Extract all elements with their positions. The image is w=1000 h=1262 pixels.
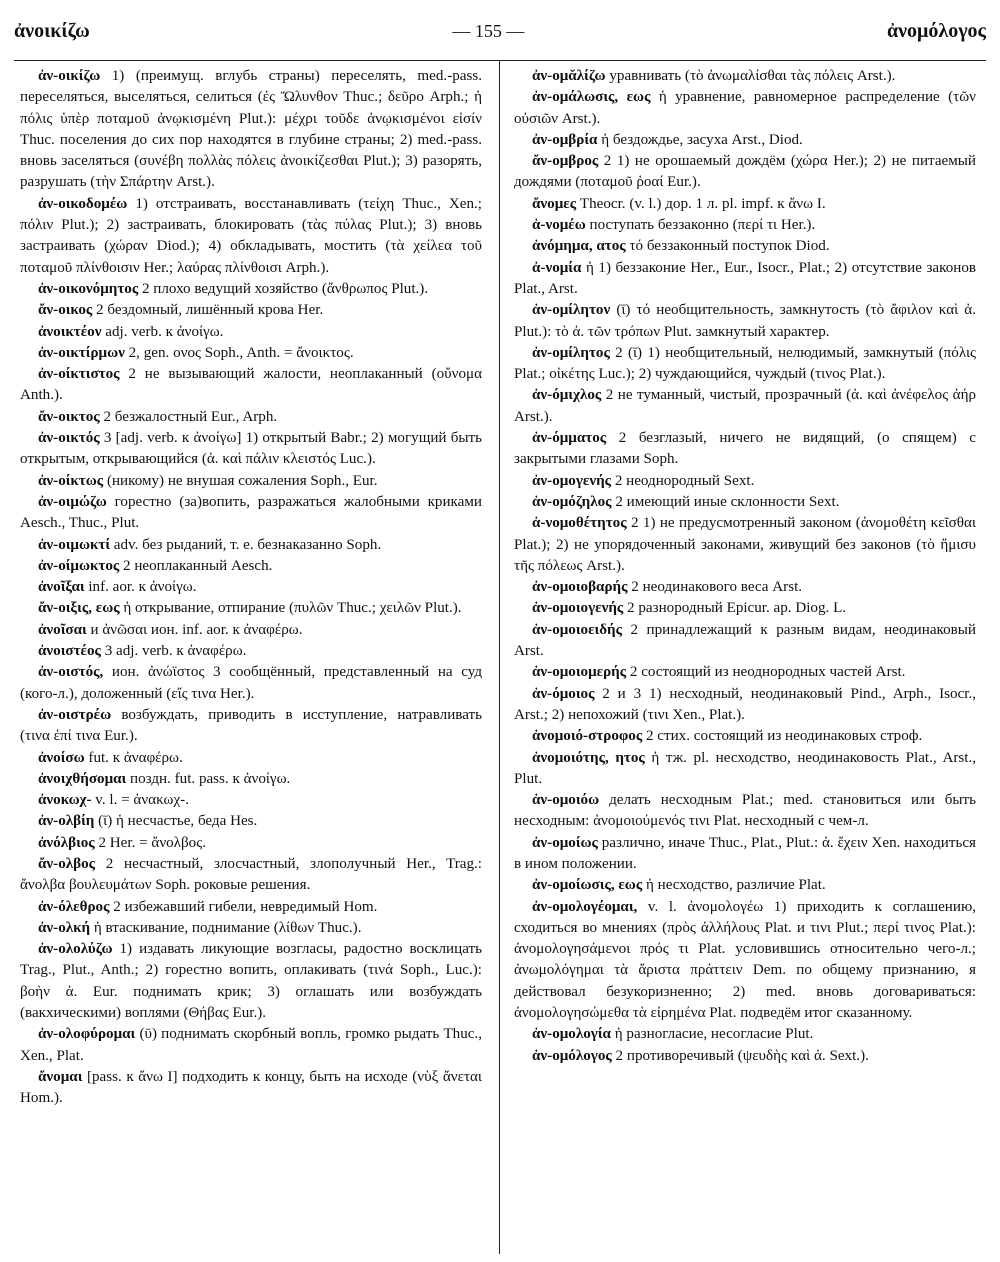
entry-headword: ἀνομοιό-στροφος bbox=[532, 728, 643, 745]
entry-headword: ἀν-ομόζηλος bbox=[532, 493, 612, 510]
dictionary-entry bbox=[514, 726, 976, 747]
entry-definition: 2 плохо ведущий хозяйство (ἄνθρωπος Plut.). bbox=[138, 280, 429, 297]
entry-headword: ἀν-οικοδομέω bbox=[38, 195, 128, 212]
dictionary-entry bbox=[20, 279, 482, 300]
entry-definition: [pass. к ἄνω I] подходить к концу, быть на исходе (νὺξ ἄνεται Hom.). bbox=[20, 1068, 482, 1107]
entry-headword: ἀν-ολοφύρομαι bbox=[38, 1026, 136, 1043]
dictionary-entry bbox=[20, 492, 482, 535]
entry-headword: ἀνοικτέον bbox=[38, 323, 102, 340]
entry-headword: ἀν-ομόλογος bbox=[532, 1047, 612, 1064]
entry-definition: различно, иначе Thuc., Plat., Plut.: ἀ. ἔχειν Xen. находиться в ином положении. bbox=[514, 834, 976, 872]
entry-headword: ἀνοῖξαι bbox=[38, 579, 85, 596]
dictionary-entry bbox=[514, 385, 976, 428]
entry-definition: 2 несчастный, злосчастный, злополучный Her., Trag.: ἄνολβα βουλευμάτων Soph. роковые решения. bbox=[20, 855, 482, 894]
dictionary-entry bbox=[20, 407, 482, 428]
entry-definition: горестно (за)вопить, разражаться жалобными криками Aesch., Thuc., Plut. bbox=[20, 493, 482, 532]
dictionary-entry bbox=[514, 236, 976, 257]
dictionary-entry bbox=[20, 620, 482, 641]
entry-definition: делать несходным Plat.; med. становиться или быть несходным: ἀνομοιούμενός τινι Plat. несходный с чем-л. bbox=[514, 792, 976, 830]
entry-headword: ἄνομαι bbox=[38, 1068, 83, 1085]
entry-headword: ἀν-ομάλωσις, εως bbox=[532, 89, 651, 106]
entry-definition: 2 имеющий иные склонности Sext. bbox=[611, 493, 840, 510]
entry-definition: 3 [adj. verb. к ἀνοίγω] 1) открытый Babr.; 2) могущий быть открытым, открывающийся (ἀ. καὶ πάλιν κλειστός Luc.). bbox=[20, 430, 482, 468]
entry-headword: ἀν-ομοίωσις, εως bbox=[532, 877, 643, 894]
entry-headword: ἀν-ομοιογενής bbox=[532, 600, 624, 617]
entry-headword: ἀν-οιμωκτί bbox=[38, 536, 111, 553]
dictionary-entry bbox=[20, 300, 482, 321]
entry-headword: ἀν-ομοιοβαρής bbox=[532, 579, 628, 596]
dictionary-entry bbox=[514, 343, 976, 386]
entry-definition: 2 бездомный, лишённый крова Her. bbox=[92, 302, 324, 319]
entry-headword: ἀν-ομογενής bbox=[532, 472, 612, 489]
entry-headword: ἀνοῖσαι bbox=[38, 621, 87, 638]
entry-definition: 2 1) не орошаемый дождём (χώρα Her.); 2) не питаемый дождями (ποταμοῦ ῥοαί Eur.). bbox=[514, 153, 976, 191]
dictionary-entry bbox=[514, 215, 976, 236]
entry-headword: ἀν-οίκτιστος bbox=[38, 366, 120, 383]
entry-definition: ἡ втаскивание, поднимание (λίθων Thuc.). bbox=[90, 919, 362, 936]
dictionary-entry bbox=[514, 492, 976, 513]
dictionary-entry bbox=[514, 598, 976, 619]
entry-definition: ἡ уравнение, равномерное распределение (τῶν οὐσιῶν Arst.). bbox=[514, 89, 976, 127]
entry-headword: ἀν-όμιχλος bbox=[532, 387, 602, 404]
entry-definition: поздн. fut. pass. к ἀνοίγω. bbox=[126, 770, 291, 787]
entry-definition: ἡ бездождье, засуха Arst., Diod. bbox=[597, 131, 803, 148]
entry-headword: ἀν-όλεθρος bbox=[38, 898, 110, 915]
entry-definition: (ῑ) τό необщительность, замкнутость (τὸ ἄφιλον καὶ ἀ. Plut.): τὸ ἀ. τῶν τρόπων Plut. замкнутый характер. bbox=[514, 302, 976, 340]
dictionary-entry bbox=[20, 428, 482, 471]
entry-definition: 2 не туманный, чистый, прозрачный (ἀ. καὶ ἀνέφελος ἀήρ Arst.). bbox=[514, 387, 976, 425]
dictionary-entry bbox=[514, 1024, 976, 1045]
dictionary-entry bbox=[514, 577, 976, 598]
dictionary-entry bbox=[514, 151, 976, 194]
dictionary-entry bbox=[514, 428, 976, 471]
entry-definition: ἡ 1) беззаконие Her., Eur., Isocr., Plat.; 2) отсутствие законов Plat., Arst. bbox=[514, 259, 976, 297]
entry-definition: 2 1) не предусмотренный законом (ἀνομοθέτη κεῖσθαι Plat.); 2) не упорядоченный законами, живущий без законов (τὸ ἥμισυ τῆς πόλεως Arst.). bbox=[514, 515, 976, 574]
entry-definition: adj. verb. к ἀνοίγω. bbox=[101, 323, 224, 340]
dictionary-entry bbox=[514, 130, 976, 151]
entry-definition: уравнивать (τὸ ἀνωμαλίσθαι τὰς πόλεις Arst.). bbox=[605, 68, 896, 84]
entry-definition: ἡ несходство, различие Plat. bbox=[642, 877, 826, 894]
right-guide-word: ἀνομόλογος bbox=[886, 19, 986, 42]
entry-headword: ἀν-ομοιοειδής bbox=[532, 621, 622, 638]
entry-definition: (ῑ) ἡ несчастье, беда Hes. bbox=[94, 813, 258, 830]
entry-definition: 2 состоящий из неоднородных частей Arst. bbox=[626, 664, 906, 681]
entry-definition: (ῡ) поднимать скорбный вопль, громко рыдать Thuc., Xen., Plat. bbox=[20, 1026, 482, 1064]
entry-headword: ἄν-οικος bbox=[38, 302, 93, 319]
entry-definition: fut. к ἀναφέρω. bbox=[84, 749, 183, 766]
dictionary-entry bbox=[20, 748, 482, 769]
dictionary-entry bbox=[20, 662, 482, 705]
entry-headword: ἀν-ομοιομερής bbox=[532, 664, 627, 681]
entry-headword: ἀν-όμοιος bbox=[532, 685, 595, 702]
entry-headword: ἀν-οίμωκτος bbox=[38, 557, 120, 574]
right-column bbox=[514, 66, 976, 1067]
dictionary-entry bbox=[514, 1046, 976, 1067]
dictionary-entry bbox=[20, 343, 482, 364]
entry-headword: ἀν-ομίλητον bbox=[532, 302, 611, 319]
dictionary-entry bbox=[20, 769, 482, 790]
dictionary-entry bbox=[514, 513, 976, 577]
dictionary-entry bbox=[514, 662, 976, 683]
entry-definition: 2 Her. = ἄνολβος. bbox=[94, 834, 206, 851]
entry-headword: ἀνόμημα, ατος bbox=[532, 238, 626, 255]
entry-definition: поступать беззаконно (περί τι Her.). bbox=[585, 217, 816, 234]
dictionary-entry bbox=[514, 66, 976, 87]
dictionary-entry bbox=[20, 471, 482, 492]
header-rule bbox=[14, 60, 986, 61]
entry-headword: ἀν-ομᾰλίζω bbox=[532, 68, 606, 84]
entry-headword: ἀ-νομέω bbox=[532, 217, 586, 234]
entry-definition: ион. ἀνώϊστος 3 сообщённый, представленный на суд (кого-л.), доложенный (εἴς τινα Her.). bbox=[20, 664, 482, 702]
entry-headword: ἀνόλβιος bbox=[38, 834, 95, 851]
entry-definition: 3 adj. verb. к ἀναφέρω. bbox=[100, 643, 247, 660]
entry-headword: ἀνοκωχ- bbox=[38, 792, 92, 809]
dictionary-entry bbox=[20, 66, 482, 194]
dictionary-entry bbox=[514, 875, 976, 896]
dictionary-entry bbox=[20, 811, 482, 832]
entry-headword: ἀν-οικίζω bbox=[38, 68, 101, 84]
dictionary-entry bbox=[20, 833, 482, 854]
dictionary-entry bbox=[20, 598, 482, 619]
entry-definition: 2 и 3 1) несходный, неодинаковый Pind., Arph., Isocr., Arst.; 2) непохожий (τινι Xen., Plat.). bbox=[514, 685, 976, 723]
entry-headword: ἀνοιστέος bbox=[38, 643, 101, 660]
dictionary-entry bbox=[20, 790, 482, 811]
entry-headword: ἀνομοιότης, ητος bbox=[532, 749, 645, 766]
dictionary-entry bbox=[514, 471, 976, 492]
dictionary-entry bbox=[514, 897, 976, 1025]
dictionary-entry bbox=[514, 194, 976, 215]
entry-headword: ἀν-οιστός, bbox=[38, 664, 104, 681]
dictionary-entry bbox=[20, 641, 482, 662]
dictionary-entry bbox=[20, 322, 482, 343]
entry-definition: (никому) не внушая сожаления Soph., Eur. bbox=[103, 472, 378, 489]
entry-definition: 2 противоречивый (ψευδὴς καὶ ἀ. Sext.). bbox=[611, 1047, 869, 1064]
entry-headword: ἀν-οικονόμητος bbox=[38, 280, 139, 297]
dictionary-entry bbox=[514, 300, 976, 343]
entry-headword: ἀν-ολβίη bbox=[38, 813, 95, 830]
entry-definition: возбуждать, приводить в исступление, натравливать (τινα ἐπί τινα Eur.). bbox=[20, 706, 482, 745]
entry-definition: 2 разнородный Epicur. ap. Diog. L. bbox=[623, 600, 847, 617]
dictionary-entry bbox=[514, 87, 976, 130]
entry-headword: ἀν-οικτίρμων bbox=[38, 344, 125, 361]
entry-headword: ἀνοίσω bbox=[38, 749, 85, 766]
left-column bbox=[20, 66, 482, 1110]
entry-definition: Theocr. (v. l.) дор. 1 л. pl. impf. к ἄνω I. bbox=[576, 195, 826, 212]
entry-definition: v. l. = ἀνακωχ-. bbox=[91, 792, 189, 809]
entry-headword: ἄν-οιξις, εως bbox=[38, 600, 120, 617]
entry-definition: 2 безжалостный Eur., Arph. bbox=[99, 408, 278, 425]
entry-definition: 2 стих. состоящий из неодинаковых строф. bbox=[642, 728, 923, 745]
entry-headword: ἀν-όμματος bbox=[532, 430, 607, 447]
dictionary-entry bbox=[20, 556, 482, 577]
entry-definition: 1) издавать ликующие возгласы, радостно восклицать Trag., Plut., Anth.; 2) горестно вопить, оплакивать (τινά Soph., Luc.): βοὴν ἀ. Eur. поднимать крик; 3) оглашать или возбуждать (вакхическими) воплями (Θήβας Eur.). bbox=[20, 941, 482, 1022]
entry-headword: ἀν-οίκτως bbox=[38, 472, 104, 489]
entry-definition: ἡ тж. pl. несходство, неодинаковость Plat., Arst., Plut. bbox=[514, 749, 976, 787]
entry-headword: ἀ-νομοθέτητος bbox=[532, 515, 627, 532]
dictionary-entry bbox=[20, 854, 482, 897]
dictionary-entry bbox=[514, 684, 976, 727]
entry-definition: adv. без рыданий, т. е. безнаказанно Soph. bbox=[110, 536, 382, 553]
entry-definition: 1) отстраивать, восстанавливать (τείχη Thuc., Xen.; πόλιν Plut.); 2) застраивать, блокировать (τὰς πύλας Plut.); 3) вновь застраивать (χώραν Diod.); 4) обкладывать, мостить (τὰ χείλεα τοῦ ποταμοῦ πλίνθοισιν Her.; λαύρας πλίνθοισι Arph.). bbox=[20, 195, 482, 276]
entry-headword: ἀν-ομολογέομαι, bbox=[532, 898, 638, 915]
entry-definition: 2 (ῑ) 1) необщительный, нелюдимый, замкнутый (πόλις Plat.; οἰκέτης Luc.); 2) чуждающийся, чуждый (τινος Plat.). bbox=[514, 344, 976, 383]
dictionary-entry bbox=[20, 194, 482, 279]
entry-headword: ἀν-οικτός bbox=[38, 430, 100, 447]
entry-definition: 2 безглазый, ничего не видящий, (о спящем) с закрытыми глазами Soph. bbox=[514, 430, 976, 468]
dictionary-entry bbox=[514, 620, 976, 663]
dictionary-entry bbox=[20, 364, 482, 407]
dictionary-entry bbox=[20, 939, 482, 1024]
dictionary-entry bbox=[514, 790, 976, 833]
dictionary-entry bbox=[514, 833, 976, 876]
entry-headword: ἀν-ολολύζω bbox=[38, 941, 113, 958]
dictionary-entry bbox=[20, 1067, 482, 1110]
entry-definition: τό беззаконный поступок Diod. bbox=[625, 238, 830, 255]
entry-headword: ἀν-ομολογία bbox=[532, 1026, 611, 1043]
entry-headword: ἀν-ομβρία bbox=[532, 131, 598, 148]
dictionary-entry bbox=[20, 897, 482, 918]
entry-definition: 2 не вызывающий жалости, неоплаканный (οὔνομα Anth.). bbox=[20, 366, 482, 404]
entry-definition: inf. aor. к ἀνοίγω. bbox=[84, 579, 197, 596]
dictionary-entry bbox=[20, 535, 482, 556]
entry-definition: 2 избежавший гибели, невредимый Hom. bbox=[109, 898, 378, 915]
entry-definition: 2 неоднородный Sext. bbox=[611, 472, 755, 489]
entry-headword: ἀ-νομία bbox=[532, 259, 582, 276]
entry-definition: 1) (преимущ. вглубь страны) переселять, med.-pass. переселяться, выселяться, селиться (ἐς Ὤλυνθον Thuc.; δεῦρο Arph.; ἡ πόλις ὑπὲρ ποταμοῦ ἀνῳκισμένη Plut.): μέχρι τοῦδε ἀνῳκισμένοι εἰσίν Thuc. поселения до сих пор находятся в глубине страны; 2) med.-pass. вновь заселяться (συνέβη πολλὰς πόλεις ἀνοικίζεσθαι Plut.); 3) разорять, разрушать (τὴν Σπάρτην Arst.). bbox=[20, 68, 482, 191]
dictionary-entry bbox=[20, 1024, 482, 1067]
entry-definition: ἡ открывание, отпирание (πυλῶν Thuc.; χειλῶν Plut.). bbox=[119, 600, 462, 617]
entry-definition: 2 неодинакового веса Arst. bbox=[627, 579, 803, 596]
left-guide-word: ἀνοικίζω bbox=[14, 19, 90, 42]
entry-headword: ἀν-ομοίως bbox=[532, 834, 598, 851]
entry-definition: ἡ разногласие, несогласие Plut. bbox=[610, 1026, 814, 1043]
entry-headword: ἄν-ολβος bbox=[38, 855, 96, 872]
column-divider bbox=[499, 60, 500, 1254]
entry-definition: 2, gen. ονος Soph., Anth. = ἄνοικτος. bbox=[124, 344, 354, 361]
entry-headword: ἀν-ομοιόω bbox=[532, 792, 600, 809]
entry-headword: ἀνοιχθήσομαι bbox=[38, 770, 127, 787]
dictionary-entry bbox=[20, 918, 482, 939]
entry-headword: ἀν-οιμώζω bbox=[38, 493, 107, 510]
entry-headword: ἀν-ολκή bbox=[38, 919, 91, 936]
page-number: — 155 — bbox=[452, 20, 525, 41]
entry-definition: v. l. ἀνομολογέω 1) приходить к соглашению, сходиться во мнениях (πρὸς ἀλλήλους Plat. и τινι Plut.; περί τινος Plat.): ἀνομολογησάμενοι πρός τι Plat. условившись относительно чего-л.; ἀνωμολόγημαι τὰ ἄριστα πράττειν Dem. по общему признанию, я действовал безукоризненно; 2) med. вновь договариваться: ἀνομολογησώμεθα τὰ εἰρημένα Plat. подведём итог сказанному. bbox=[514, 898, 976, 1022]
entry-definition: 2 принадлежащий к разным видам, неодинаковый Arst. bbox=[514, 621, 976, 660]
entry-headword: ἄν-οικτος bbox=[38, 408, 100, 425]
entry-headword: ἀν-ομίλητος bbox=[532, 344, 610, 361]
dictionary-entry bbox=[20, 577, 482, 598]
page-header bbox=[14, 14, 986, 48]
entry-headword: ἄνομες bbox=[532, 195, 577, 212]
entry-headword: ἀν-οιστρέω bbox=[38, 706, 112, 723]
dictionary-entry bbox=[514, 748, 976, 791]
entry-definition: и ἀνῶσαι ион. inf. aor. к ἀναφέρω. bbox=[86, 621, 303, 638]
entry-headword: ἄν-ομβρος bbox=[532, 153, 599, 170]
entry-definition: 2 неоплаканный Aesch. bbox=[119, 557, 273, 574]
dictionary-entry bbox=[20, 705, 482, 748]
dictionary-entry bbox=[514, 258, 976, 301]
